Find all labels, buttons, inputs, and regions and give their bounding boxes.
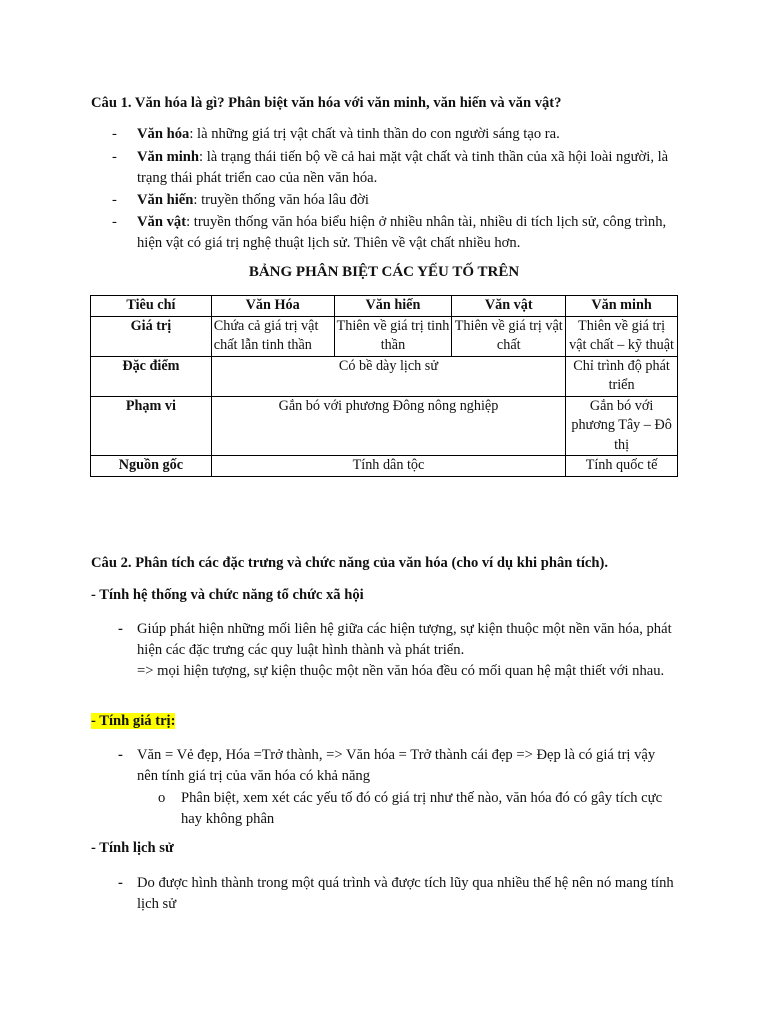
bullet-dash: - bbox=[118, 621, 123, 637]
list-item-van-minh bbox=[112, 147, 687, 189]
table-row bbox=[91, 456, 678, 477]
bullet-text: Văn = Vẻ đẹp, Hóa =Trở thành, => Văn hóa = Trở thành cái đẹp => Đẹp là có giá trị vậy nên tính giá trị của văn hóa có khả năng bbox=[137, 747, 656, 784]
header-tieu-chi: Tiêu chí bbox=[91, 296, 212, 317]
term-label: Văn hóa bbox=[137, 126, 190, 142]
cell-gia-tri-van-hoa: Chứa cả giá trị vật chất lẫn tinh thần bbox=[211, 316, 334, 356]
bullet-dash: - bbox=[118, 875, 123, 891]
row-label-gia-tri: Giá trị bbox=[91, 316, 212, 356]
cell-nguon-goc-van-minh: Tính quốc tế bbox=[566, 456, 678, 477]
header-van-hien: Văn hiến bbox=[334, 296, 452, 317]
list-item-van-hien bbox=[112, 190, 687, 211]
list-item-he-thong bbox=[118, 619, 678, 682]
cell-pham-vi-van-minh: Gắn bó với phương Tây – Đô thị bbox=[566, 396, 678, 456]
list-item-gia-tri bbox=[118, 745, 678, 787]
cell-dac-diem-shared: Có bề dày lịch sử bbox=[211, 356, 565, 396]
table-row bbox=[91, 356, 678, 396]
table-header-row bbox=[91, 296, 678, 317]
cell-dac-diem-van-minh: Chỉ trình độ phát triển bbox=[566, 356, 678, 396]
term-label: Văn hiến bbox=[137, 192, 194, 208]
bullet-dash: - bbox=[112, 126, 117, 142]
bullet-text: Giúp phát hiện những mối liên hệ giữa các hiện tượng, sự kiện thuộc một nền văn hóa, phát hiện các đặc trưng các quy luật hình thành và phát triển. bbox=[137, 621, 672, 658]
conclusion-text: => mọi hiện tượng, sự kiện thuộc một nền văn hóa đều có mối quan hệ mật thiết với nhau. bbox=[137, 663, 665, 679]
row-label-dac-diem: Đặc điểm bbox=[91, 356, 212, 396]
cell-nguon-goc-shared: Tính dân tộc bbox=[211, 456, 565, 477]
header-van-hoa: Văn Hóa bbox=[211, 296, 334, 317]
term-description: : truyền thống văn hóa lâu đời bbox=[193, 192, 369, 208]
cell-gia-tri-van-hien: Thiên về giá trị tinh thần bbox=[334, 316, 452, 356]
list-item-lich-su bbox=[118, 873, 678, 915]
row-label-pham-vi: Phạm vi bbox=[91, 396, 212, 456]
bullet-dash: - bbox=[112, 214, 117, 230]
list-item-van-hoa bbox=[112, 124, 687, 145]
table-row bbox=[91, 316, 678, 356]
term-label: Văn vật bbox=[137, 214, 187, 230]
question-2-title: Câu 2. Phân tích các đặc trưng và chức năng của văn hóa (cho ví dụ khi phân tích). bbox=[91, 555, 609, 571]
term-description: : truyền thống văn hóa biểu hiện ở nhiều nhân tài, nhiều di tích lịch sử, công trình, hiện vật có giá trị nghệ thuật lịch sử. Thiên về vật chất nhiều hơn. bbox=[137, 214, 667, 251]
bullet-dash: - bbox=[112, 192, 117, 208]
term-description: : là những giá trị vật chất và tinh thần do con người sáng tạo ra. bbox=[189, 126, 560, 142]
section-heading-gia-tri bbox=[91, 713, 175, 730]
term-label: Văn minh bbox=[137, 149, 200, 165]
cell-gia-tri-van-vat: Thiên về giá trị vật chất bbox=[452, 316, 566, 356]
section-heading-lich-su: - Tính lịch sử bbox=[91, 840, 174, 856]
table-row bbox=[91, 396, 678, 456]
sub-bullet-marker: o bbox=[158, 790, 166, 806]
list-item-van-vat bbox=[112, 212, 687, 254]
table-title: BẢNG PHÂN BIỆT CÁC YẾU TỐ TRÊN bbox=[248, 264, 520, 280]
cell-gia-tri-van-minh: Thiên về giá trị vật chất – kỹ thuật bbox=[566, 316, 678, 356]
term-description: : là trạng thái tiến bộ về cả hai mặt vật chất và tinh thần của xã hội loài người, là trạng thái phát triển cao của nền văn hóa. bbox=[137, 149, 669, 186]
cell-pham-vi-shared: Gắn bó với phương Đông nông nghiệp bbox=[211, 396, 565, 456]
header-van-vat: Văn vật bbox=[452, 296, 566, 317]
bullet-text: Do được hình thành trong một quá trình và được tích lũy qua nhiều thế hệ nên nó mang tính lịch sử bbox=[137, 875, 674, 912]
sub-bullet-text: Phân biệt, xem xét các yếu tố đó có giá trị như thế nào, văn hóa đó có gây tích cực hay không phân bbox=[181, 790, 663, 827]
highlighted-heading: - Tính giá trị: bbox=[91, 713, 176, 729]
row-label-nguon-goc: Nguồn gốc bbox=[91, 456, 212, 477]
header-van-minh: Văn minh bbox=[566, 296, 678, 317]
section-heading-he-thong: - Tính hệ thống và chức năng tổ chức xã hội bbox=[91, 587, 364, 603]
question-1-title: Câu 1. Văn hóa là gì? Phân biệt văn hóa với văn minh, văn hiến và văn vật? bbox=[91, 95, 562, 111]
bullet-dash: - bbox=[112, 149, 117, 165]
bullet-dash: - bbox=[118, 747, 123, 763]
comparison-table bbox=[90, 295, 678, 477]
sub-list-item-gia-tri bbox=[158, 788, 678, 830]
